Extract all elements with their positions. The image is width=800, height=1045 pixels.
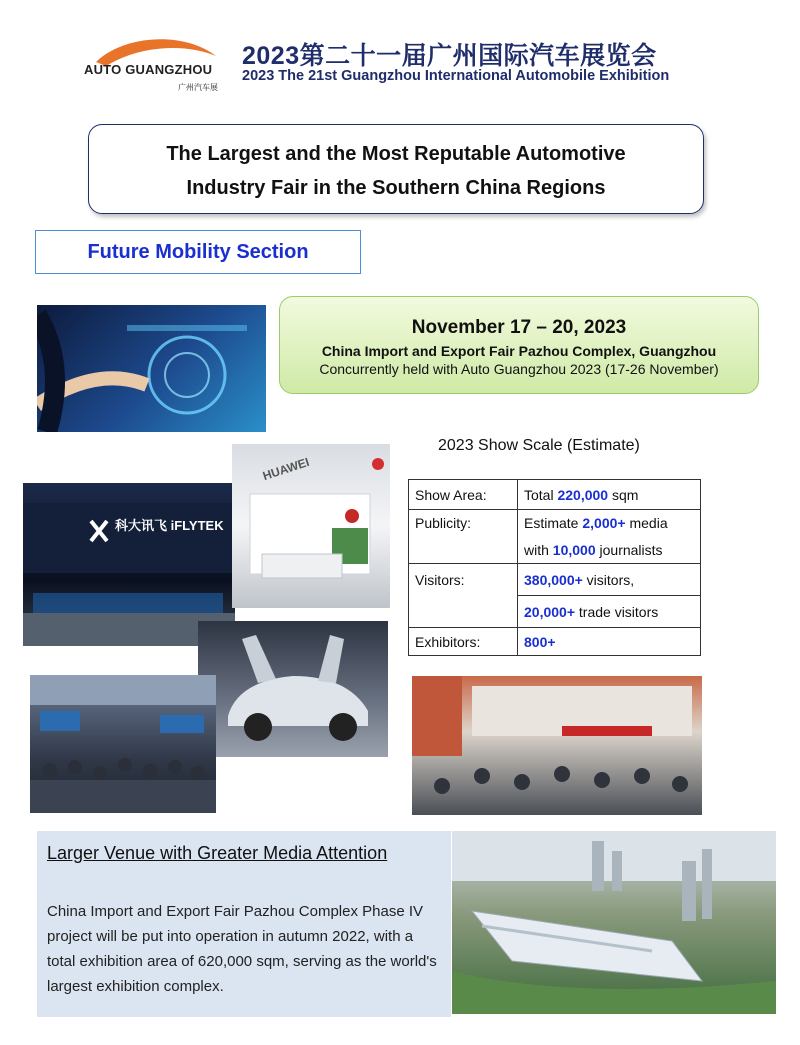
exhibitors-label: Exhibitors: xyxy=(409,628,518,656)
tagline-line-2: Industry Fair in the Southern China Regions xyxy=(186,177,606,199)
huawei-booth-photo xyxy=(232,444,390,608)
publicity-value-cell xyxy=(518,510,701,537)
table-row xyxy=(409,596,701,628)
publicity-journalists-cell xyxy=(518,537,701,564)
iflytek-sign: 科大讯飞 iFLYTEK xyxy=(115,518,224,533)
visitors-suffix: visitors, xyxy=(582,571,635,588)
crowd-photo-left xyxy=(30,675,216,813)
smart-dashboard-photo xyxy=(37,305,266,432)
table-row xyxy=(409,537,701,564)
visitors-label-cont xyxy=(409,596,518,628)
concept-car-illustration-icon xyxy=(198,621,388,757)
journalists-value: 10,000 xyxy=(552,541,596,558)
publicity-label: Publicity: xyxy=(409,510,518,537)
area-label: Show Area: xyxy=(409,480,518,510)
event-venue: China Import and Export Fair Pazhou Complex, Guangzhou xyxy=(321,343,717,359)
journalists-prefix: with xyxy=(524,541,553,558)
venue-info-box xyxy=(37,831,451,1017)
concept-car-photo xyxy=(198,621,388,757)
show-scale-table xyxy=(408,479,701,656)
event-date-box xyxy=(279,296,759,394)
section-label: Future Mobility Section xyxy=(87,240,309,263)
table-row xyxy=(409,480,701,510)
huawei-sign: HUAWEI xyxy=(261,454,311,484)
area-value-cell xyxy=(518,480,701,510)
trade-visitors-value: 20,000+ xyxy=(524,603,575,620)
crowd-hall-illustration-icon xyxy=(412,676,702,815)
publicity-media-suffix: media xyxy=(625,515,668,532)
area-prefix: Total xyxy=(524,486,558,503)
visitors-label: Visitors: xyxy=(409,564,518,596)
venue-title: Larger Venue with Greater Media Attention xyxy=(47,843,388,863)
page-title-english: 2023 The 21st Guangzhou International Automobile Exhibition xyxy=(242,68,670,84)
table-row xyxy=(409,510,701,537)
huawei-booth-illustration-icon xyxy=(232,444,390,608)
event-note: Concurrently held with Auto Guangzhou 2023 (17-26 November) xyxy=(319,361,719,377)
tagline-line-1: The Largest and the Most Reputable Automotive xyxy=(166,143,626,165)
publicity-prefix: Estimate xyxy=(524,515,583,532)
aerial-venue-photo xyxy=(452,831,776,1014)
logo-subtitle: 广州汽车展 xyxy=(178,83,218,92)
publicity-media-value: 2,000+ xyxy=(582,515,626,532)
event-dates: November 17 – 20, 2023 xyxy=(411,317,627,338)
table-row xyxy=(409,628,701,656)
show-scale-title: 2023 Show Scale (Estimate) xyxy=(438,437,640,454)
page-title-chinese: 2023第二十一届广州国际汽车展览会 xyxy=(242,42,657,70)
trade-visitors-suffix: trade visitors xyxy=(575,603,659,620)
venue-description: China Import and Export Fair Pazhou Complex Phase IV project will be put into operation in autumn 2022, with a total exhibition area of 620,000 sqm, serving as the world's largest exhibition complex. xyxy=(47,903,437,995)
logo-text: AUTO GUANGZHOU xyxy=(84,62,213,77)
area-unit: sqm xyxy=(608,486,639,503)
trade-visitors-cell xyxy=(518,596,701,628)
aerial-venue-illustration-icon xyxy=(452,831,776,1014)
visitors-value: 380,000+ xyxy=(524,571,583,588)
visitors-value-cell xyxy=(518,564,701,596)
section-label-box xyxy=(35,230,361,274)
exhibitors-value: 800+ xyxy=(524,633,556,650)
crowd-illustration-icon xyxy=(30,675,216,813)
exhibitors-value-cell xyxy=(518,628,701,656)
crowd-photo-right xyxy=(412,676,702,815)
dashboard-illustration-icon xyxy=(37,305,266,432)
table-row xyxy=(409,564,701,596)
publicity-label-cont xyxy=(409,537,518,564)
area-value: 220,000 xyxy=(557,486,609,503)
journalists-suffix: journalists xyxy=(595,541,663,558)
tagline-box xyxy=(88,124,704,214)
